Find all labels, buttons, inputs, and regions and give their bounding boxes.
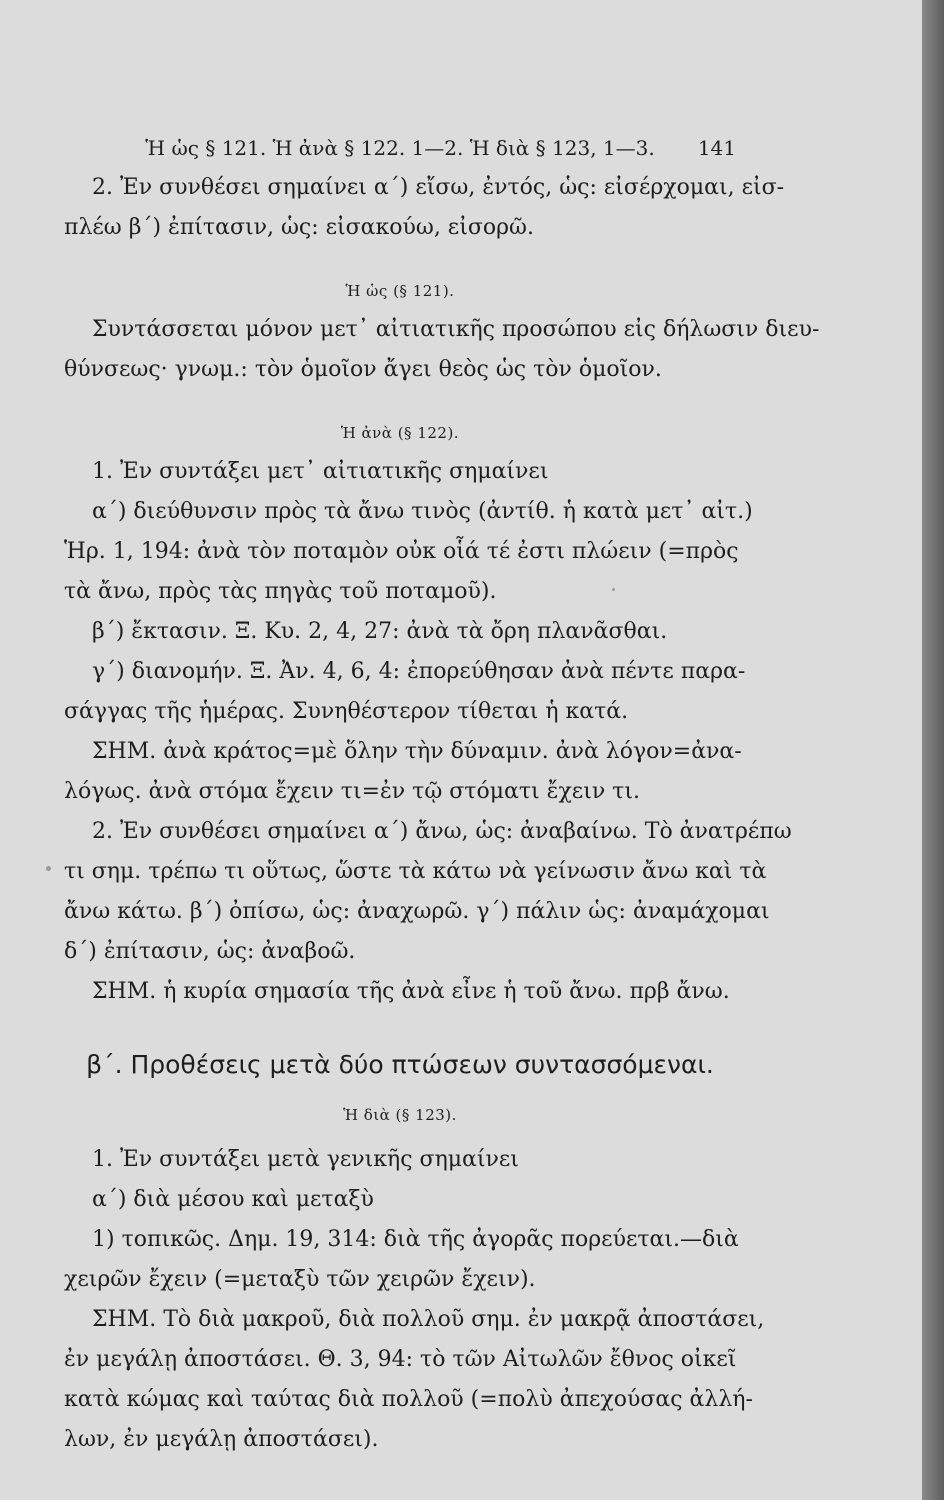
text-line: τὰ ἄνω, πρὸς τὰς πηγὰς τοῦ ποταμοῦ). — [64, 579, 497, 604]
text-line: 2. Ἐν συνθέσει σημαίνει α΄) ἄνω, ὡς: ἀναβαίνω. Τὸ ἀνατρέπω — [92, 819, 792, 844]
text-line: σάγγας τῆς ἡμέρας. Συνηθέστερον τίθεται ἡ κατά. — [64, 699, 629, 724]
paper-spot — [46, 866, 51, 871]
text-line: ΣΗΜ. ἡ κυρία σημασία τῆς ἀνὰ εἶνε ἡ τοῦ ἄνω. πρβ ἄνω. — [92, 979, 730, 1004]
text-line: λόγως. ἀνὰ στόμα ἔχειν τι=ἐν τῷ στόματι ἔχειν τι. — [64, 779, 640, 804]
text-line: ΣΗΜ. ἀνὰ κράτος=μὲ ὅλην τὴν δύναμιν. ἀνὰ λόγον=ἀνα- — [92, 739, 742, 764]
text-line: θύνσεως· γνωμ.: τὸν ὁμοῖον ἄγει θεὸς ὡς τὸν ὁμοῖον. — [64, 357, 662, 382]
text-line: τι σημ. τρέπω τι οὕτως, ὥστε τὰ κάτω νὰ γείνωσιν ἄνω καὶ τὰ — [64, 859, 767, 884]
text-line: ἐν μεγάλῃ ἀποστάσει. Θ. 3, 94: τὸ τῶν Αἰτωλῶν ἔθνος οἰκεῖ — [64, 1347, 737, 1372]
text-line: 1. Ἐν συντάξει μετ᾽ αἰτιατικῆς σημαίνει — [92, 459, 549, 484]
text-line: Ἡρ. 1, 194: ἀνὰ τὸν ποταμὸν οὐκ οἷά τέ ἐστι πλώειν (=πρὸς — [64, 539, 739, 564]
text-line: ἄνω κάτω. β΄) ὀπίσω, ὡς: ἀναχωρῶ. γ΄) πάλιν ὡς: ἀναμάχομαι — [64, 899, 770, 924]
text-line: 1) τοπικῶς. Δημ. 19, 314: διὰ τῆς ἀγορᾶς πορεύεται.—διὰ — [92, 1227, 739, 1252]
text-line: α΄) διὰ μέσου καὶ μεταξὺ — [92, 1187, 374, 1212]
text-line: 1. Ἐν συντάξει μετὰ γενικῆς σημαίνει — [92, 1147, 519, 1172]
running-header — [64, 128, 736, 168]
text-line: χειρῶν ἔχειν (=μεταξὺ τῶν χειρῶν ἔχειν). — [64, 1267, 536, 1292]
text-line: β΄) ἔκτασιν. Ξ. Κυ. 2, 4, 27: ἀνὰ τὰ ὄρη πλανᾶσθαι. — [92, 619, 668, 644]
section-title-ana: Ἡ ἀνὰ (§ 122). — [340, 424, 460, 442]
chapter-title: β΄. Προθέσεις μετὰ δύο πτώσεων συντασσόμεναι. — [86, 1050, 714, 1079]
text-line: κατὰ κώμας καὶ ταύτας διὰ πολλοῦ (=πολὺ ἀπεχούσας ἀλλή- — [64, 1387, 753, 1412]
section-title-dia: Ἡ διὰ (§ 123). — [343, 1106, 457, 1124]
text-line: ΣΗΜ. Τὸ διὰ μακροῦ, διὰ πολλοῦ σημ. ἐν μακρᾷ ἀποστάσει, — [92, 1307, 765, 1332]
text-line: δ΄) ἐπίτασιν, ὡς: ἀναβοῶ. — [64, 939, 356, 964]
page-number: 141 — [697, 136, 736, 160]
running-title: Ἡ ὡς § 121. Ἡ ἀνὰ § 122. 1—2. Ἡ διὰ § 123, 1—3. — [145, 136, 655, 160]
text-line: α΄) διεύθυνσιν πρὸς τὰ ἄνω τινὸς (ἀντίθ. ἡ κατὰ μετ᾽ αἰτ.) — [92, 499, 753, 524]
text-line: λων, ἐν μεγάλῃ ἀποστάσει). — [64, 1427, 379, 1452]
text-line: γ΄) διανομήν. Ξ. Ἀν. 4, 6, 4: ἐπορεύθησαν ἀνὰ πέντε παρα- — [92, 659, 746, 684]
page-text — [64, 128, 820, 1460]
page-edge — [922, 0, 944, 1500]
section-title-hos: Ἡ ὡς (§ 121). — [345, 282, 455, 300]
text-line: Συντάσσεται μόνον μετ᾽ αἰτιατικῆς προσώπου εἰς δήλωσιν διευ- — [92, 317, 820, 342]
text-line: πλέω β΄) ἐπίτασιν, ὡς: εἰσακούω, εἰσορῶ. — [64, 215, 534, 240]
text-line: 2. Ἐν συνθέσει σημαίνει α΄) εἴσω, ἐντός, ὡς: εἰσέρχομαι, εἰσ- — [92, 175, 785, 200]
